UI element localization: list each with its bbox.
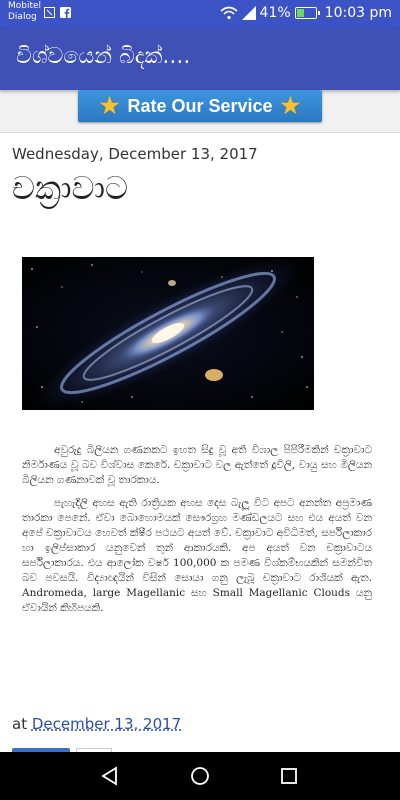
rate-our-service-label: Rate Our Service (127, 95, 273, 116)
post-date: Wednesday, December 13, 2017 (12, 145, 258, 163)
wifi-icon (220, 6, 238, 20)
post-title: චක්‍රාවාට (12, 169, 129, 207)
status-bar (0, 0, 400, 28)
battery-icon (295, 7, 317, 19)
facebook-icon (60, 7, 71, 18)
carrier-label (8, 1, 41, 23)
rate-our-service-button[interactable] (78, 90, 322, 122)
post-footer (12, 715, 181, 733)
carrier-line-2: Dialog (8, 12, 37, 22)
article-paragraph: පැහැදිලි අහස ඇති රාත්‍රියක අහස දෙස බැලූ විට අපට අනන්ත අප්‍රමාණ තාරකා පෙනේ. ඒවා බොහොමයක් සෞරග්‍රහ මණ්ඩලයට සහ එය අයත් වන අපේ චක්‍රාවාටය හෙවත් ක්ෂීර පථයට අයත් වේ. චක්‍රාවාට අවිධිමත්, සර්පිලාකාර හා ඉලිප්සාකාර යනුවෙන් තුන් ආකාරයකි. අප අයත් වන චක්‍රාවාටය සර්පිලාකාරය. එය ආලෝක වර්ෂ 100,000 ක පමණ විශ්කම්භයකින් සමන්විත බව පවසයි. විද්‍යාඥයින් විසින් සොයා ගනු ලැබූ චක්‍රාවාට රාශියක් ඇත. Andromeda, large Magellanic සහ Small Magellanic Clouds යනු ඒවායින් කිහිපයකි. (22, 497, 372, 614)
notification-icon (44, 7, 55, 18)
post-permalink[interactable]: December 13, 2017 (31, 715, 182, 733)
post-footer-prefix: at (12, 715, 28, 733)
app-title: විශ්වයෙන් බිදක්.... (16, 44, 191, 69)
clock: 10:03 pm (324, 5, 392, 21)
app-bar (0, 28, 400, 90)
navigation-bar (0, 752, 400, 800)
post-content (0, 132, 400, 753)
back-icon[interactable] (98, 764, 122, 788)
battery-fill (297, 9, 304, 17)
galaxy-image (22, 257, 314, 410)
status-right (220, 5, 392, 21)
article-paragraph: අවුරුදු බිලියන ගණනකට ඉහත සිදු වූ අති විශාල පිපිරීමකින් චක්‍රාවාට නිර්මාණය වූ බව විශ්වාස කෙරේ. චක්‍රාවාට වල ඇත්තේ දූවිලි, වායු සහ මිලියන බිලියන ගණනාවක් වූ තාරකාය. (22, 444, 372, 486)
recents-icon[interactable] (277, 764, 301, 788)
star-icon: ★ (280, 93, 301, 118)
carrier-line-1: Mobitel (8, 1, 42, 11)
home-icon[interactable] (188, 764, 212, 788)
star-icon: ★ (99, 93, 120, 118)
battery-percent: 41% (259, 5, 291, 21)
signal-icon (242, 6, 256, 20)
article-body (22, 443, 372, 624)
